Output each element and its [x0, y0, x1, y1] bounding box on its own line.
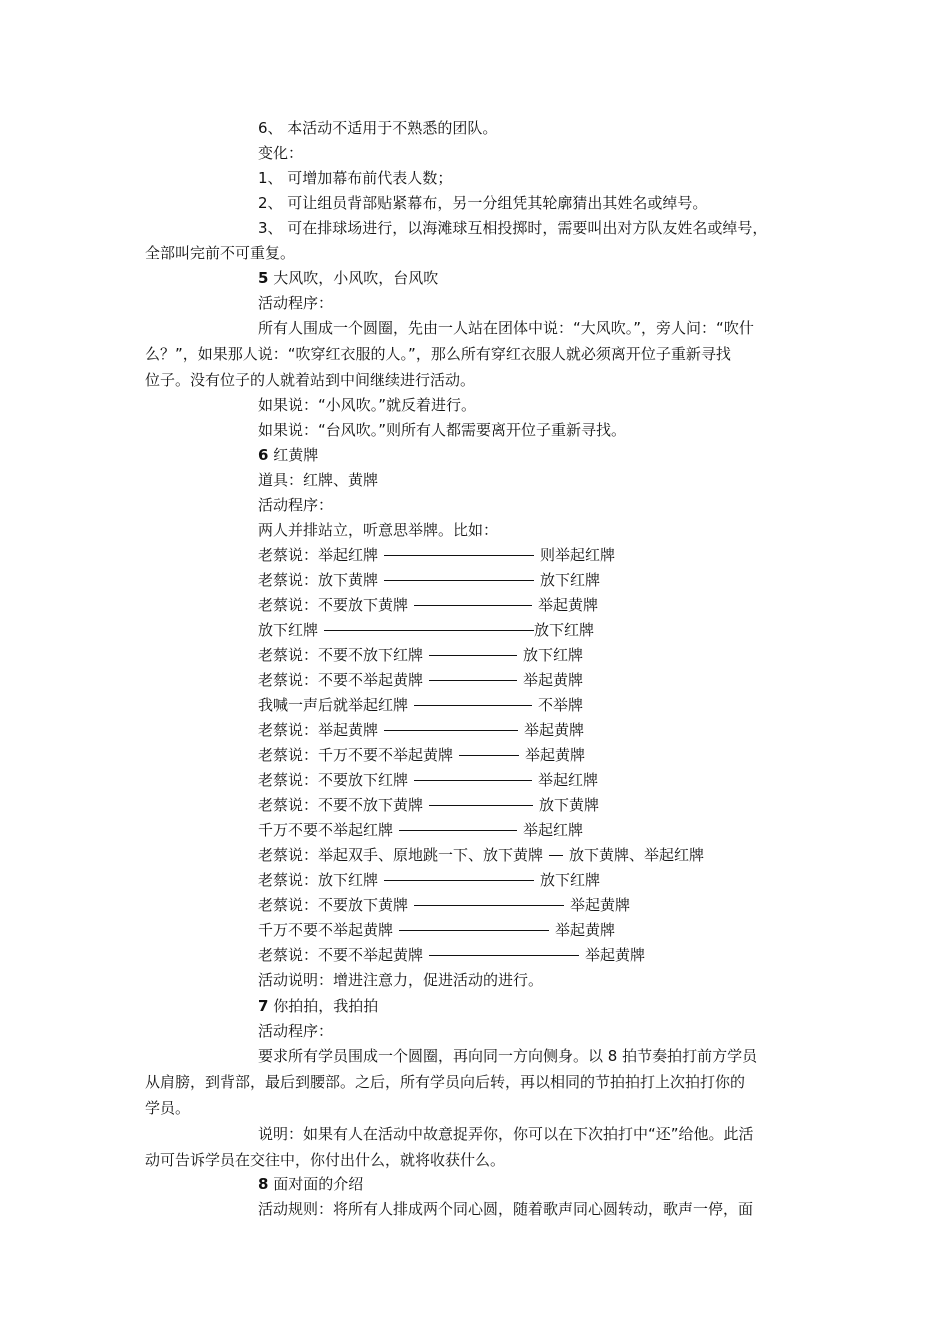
pair-connector-line [414, 905, 564, 906]
pair-left: 千万不要不举起黄牌 [258, 921, 394, 939]
pair-row [258, 920, 615, 940]
pair-left: 老蔡说：放下红牌 [258, 871, 379, 889]
pair-right: 不举牌 [538, 696, 584, 714]
pair-connector-line [414, 780, 532, 781]
pair-left: 老蔡说：举起黄牌 [258, 721, 379, 739]
section-7-p1-line2: 从肩膀，到背部，最后到腰部。之后，所有学员向后转，再以相同的节拍拍打上次拍打你的 [145, 1073, 746, 1091]
pair-connector-line [399, 830, 517, 831]
pair-right: 举起黄牌 [585, 946, 646, 964]
pair-connector-line [384, 880, 534, 881]
pair-right: 举起黄牌 [570, 896, 631, 914]
pair-row [258, 645, 583, 665]
pair-row [258, 820, 583, 840]
section-7-p1-line3: 学员。 [145, 1099, 191, 1117]
section-7-procedure-label: 活动程序： [258, 1022, 334, 1040]
section-7-note-line1: 说明：如果有人在活动中故意捉弄你，你可以在下次拍打中“还”给他。此活 [258, 1125, 754, 1143]
pair-left: 老蔡说：放下黄牌 [258, 571, 379, 589]
rule-6: 6、 本活动不适用于不熟悉的团队。 [258, 119, 498, 137]
pair-row [258, 745, 585, 765]
section-6-procedure-label: 活动程序： [258, 496, 334, 514]
pair-connector-line [459, 755, 519, 756]
pair-right: 举起黄牌 [555, 921, 616, 939]
pair-connector-line [429, 655, 517, 656]
pair-row [258, 870, 600, 890]
pair-left: 老蔡说：不要不放下红牌 [258, 646, 424, 664]
pair-connector-line [429, 955, 579, 956]
pair-connector-line [429, 680, 517, 681]
variation-3-line2: 全部叫完前不可重复。 [145, 244, 296, 262]
pair-right: 放下黄牌 [539, 796, 600, 814]
section-5-p1-line3: 位子。没有位子的人就着站到中间继续进行活动。 [145, 371, 476, 389]
variation-label: 变化： [258, 144, 304, 162]
pair-right: 则举起红牌 [540, 546, 616, 564]
section-5-p3: 如果说：“台风吹。”则所有人都需要离开位子重新寻找。 [258, 421, 627, 439]
pair-row [258, 770, 598, 790]
pair-connector-line [414, 705, 532, 706]
pair-left: 千万不要不举起红牌 [258, 821, 394, 839]
pair-left: 老蔡说：举起红牌 [258, 546, 379, 564]
pair-connector-line [384, 555, 534, 556]
pair-row [258, 695, 583, 715]
section-6-title: 红黄牌 [273, 446, 319, 464]
pair-right: 举起黄牌 [538, 596, 599, 614]
section-5-p2: 如果说：“小风吹。”就反着进行。 [258, 396, 477, 414]
pair-row [258, 895, 630, 915]
section-8-rule-line1: 活动规则：将所有人排成两个同心圆，随着歌声同心圆转动，歌声一停，面 [258, 1200, 754, 1218]
pair-connector-line [384, 730, 518, 731]
pair-row [258, 795, 599, 815]
section-5-number: 5 [258, 269, 269, 287]
pair-right: 举起红牌 [523, 821, 584, 839]
pair-right: 放下红牌 [540, 871, 601, 889]
pair-connector-line [384, 580, 534, 581]
section-6-intro: 两人并排站立，听意思举牌。比如： [258, 521, 499, 539]
section-7-heading [258, 996, 378, 1016]
pair-row [258, 595, 598, 615]
pair-connector-line [324, 630, 534, 631]
section-6-heading [258, 445, 318, 465]
pair-right: 放下红牌 [540, 571, 601, 589]
pair-left: 老蔡说：千万不要不举起黄牌 [258, 746, 454, 764]
section-6-props: 道具：红牌、黄牌 [258, 471, 379, 489]
section-7-note-line2: 动可告诉学员在交往中，你付出什么，就将收获什么。 [145, 1151, 506, 1169]
pair-row [258, 545, 615, 565]
pair-right: 放下黄牌、举起红牌 [569, 846, 705, 864]
pair-row [258, 620, 594, 640]
section-8-number: 8 [258, 1175, 269, 1193]
pair-left: 我喊一声后就举起红牌 [258, 696, 409, 714]
section-5-heading [258, 268, 438, 288]
pair-right: 举起黄牌 [523, 671, 584, 689]
variation-3-line1: 3、 可在排球场进行，以海滩球互相投掷时，需要叫出对方队友姓名或绰号， [258, 219, 768, 237]
section-7-number: 7 [258, 997, 269, 1015]
pair-left: 老蔡说：不要放下红牌 [258, 771, 409, 789]
pair-connector-line [549, 855, 563, 856]
variation-2: 2、 可让组员背部贴紧幕布，另一分组凭其轮廓猜出其姓名或绰号。 [258, 194, 708, 212]
pair-row [258, 570, 600, 590]
pair-left: 老蔡说：不要不举起黄牌 [258, 671, 424, 689]
section-7-title: 你拍拍，我拍拍 [273, 997, 379, 1015]
section-5-p1-line1: 所有人围成一个圆圈，先由一人站在团体中说：“大风吹。”，旁人问：“吹什 [258, 319, 754, 337]
pair-row [258, 945, 645, 965]
pair-connector-line [399, 930, 549, 931]
variation-1: 1、 可增加幕布前代表人数； [258, 169, 453, 187]
pair-left: 老蔡说：不要放下黄牌 [258, 596, 409, 614]
section-5-title: 大风吹，小风吹，台风吹 [273, 269, 439, 287]
pair-left: 老蔡说：不要不放下黄牌 [258, 796, 424, 814]
section-7-p1-line1: 要求所有学员围成一个圆圈，再向同一方向侧身。以 8 拍节奏拍打前方学员 [258, 1047, 758, 1065]
pair-connector-line [429, 805, 533, 806]
pair-row [258, 845, 704, 865]
pair-left: 放下红牌 [258, 621, 319, 639]
section-5-p1-line2: 么？”，如果那人说：“吹穿红衣服的人。”，那么所有穿红衣服人就必须离开位子重新寻找 [145, 345, 731, 363]
pair-right: 举起黄牌 [524, 721, 585, 739]
pair-right: 举起红牌 [538, 771, 599, 789]
pair-connector-line [414, 605, 532, 606]
pair-row [258, 720, 584, 740]
section-8-heading [258, 1174, 363, 1194]
pair-right: 放下红牌 [534, 621, 595, 639]
section-5-procedure-label: 活动程序： [258, 294, 334, 312]
pair-row [258, 670, 583, 690]
section-6-number: 6 [258, 446, 269, 464]
pair-right: 放下红牌 [523, 646, 584, 664]
section-8-title: 面对面的介绍 [273, 1175, 364, 1193]
pair-left: 老蔡说：不要不举起黄牌 [258, 946, 424, 964]
pair-left: 老蔡说：不要放下黄牌 [258, 896, 409, 914]
pair-right: 举起黄牌 [525, 746, 586, 764]
pair-left: 老蔡说：举起双手、原地跳一下、放下黄牌 [258, 846, 544, 864]
section-6-explanation: 活动说明：增进注意力，促进活动的进行。 [258, 971, 544, 989]
